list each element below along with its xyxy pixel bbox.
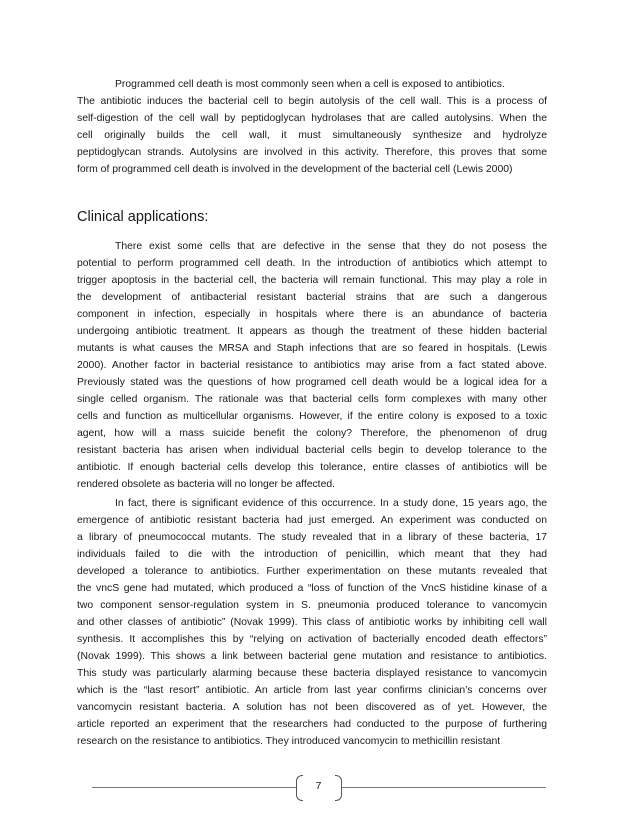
text-line: and other classes of antibiotic” (Novak 1999). This class of antibiotic works by inhibiting cell wall bbox=[77, 617, 547, 628]
text-line: There exist some cells that are defective in the sense that they do not posess the bbox=[115, 241, 547, 252]
text-line: individuals failed to die with the introduction of penicillin, which meant that they had bbox=[77, 549, 547, 560]
text-line: This study was particularly alarming because these bacteria displayed resistance to vancomycin bbox=[77, 668, 547, 679]
text-line: trigger apoptosis in the bacterial cell, the bacteria will remain functional. This may play a role in bbox=[77, 275, 547, 286]
paragraph-evidence bbox=[77, 495, 547, 750]
paragraph-programmed-cell-death bbox=[77, 76, 547, 178]
text-line: research on the resistance to antibiotics. They introduced vancomycin to methicillin resistant bbox=[77, 736, 501, 747]
text-line: a library of pneumococcal mutants. The study revealed that in a library of these bacteria, 17 bbox=[77, 532, 547, 543]
text-line: resistant bacteria has arisen when individual bacterial cells begin to develop tolerance to the bbox=[77, 445, 547, 456]
text-line: (Novak 1999). This shows a link between bacterial gene mutation and resistance to antibiotics. bbox=[77, 651, 547, 662]
text-line: article reported an experiment that the researchers had conducted to the purpose of furthering bbox=[77, 719, 547, 730]
text-line: antibiotic. If enough bacterial cells develop this tolerance, entire classes of antibiotics will be bbox=[77, 462, 547, 473]
text-line: agent, how will a mass suicide benefit the colony? Therefore, the phenomenon of drug bbox=[77, 428, 547, 439]
text-line: component in infection, especially in hospitals where there is an abundance of bacteria bbox=[77, 309, 547, 320]
text-line: single celled organism. The rationale was that bacterial cells form complexes with many other bbox=[77, 394, 547, 405]
footer-rule-right bbox=[342, 787, 546, 788]
text-line: undergoing antibiotic treatment. It appears as though the treatment of these hidden bacterial bbox=[77, 326, 547, 337]
text-line: form of programmed cell death is involved in the development of the bacterial cell (Lewis 2000) bbox=[77, 164, 513, 175]
text-line: cells and function as multicellular organisms. However, if the entire colony is exposed to a toxic bbox=[77, 411, 547, 422]
page-number-bracket-right bbox=[335, 775, 342, 801]
text-line: Programmed cell death is most commonly seen when a cell is exposed to antibiotics. bbox=[115, 79, 505, 90]
text-line: The antibiotic induces the bacterial cell to begin autolysis of the cell wall. This is a process of bbox=[77, 96, 547, 107]
text-line: vancomycin resistant bacteria. A solution has not been discovered as of yet. However, the bbox=[77, 702, 547, 713]
text-line: peptidoglycan strands. Autolysins are involved in this activity. Therefore, this proves that some bbox=[77, 147, 547, 158]
text-line: rendered obsolete as bacteria will no longer be affected. bbox=[77, 479, 336, 490]
text-line: mutants is what causes the MRSA and Staph infections that are so feared in hospitals. (Lewis bbox=[77, 343, 547, 354]
text-line: emergence of antibiotic resistant bacteria had just emerged. An experiment was conducted on bbox=[77, 515, 547, 526]
text-line: cell originally builds the cell wall, it must simultaneously synthesize and hydrolyze bbox=[77, 130, 547, 141]
text-line: Previously stated was the questions of how programed cell death would be a logical idea for a bbox=[77, 377, 547, 388]
text-line: two component sensor-regulation system in S. pneumonia produced tolerance to vancomycin bbox=[77, 600, 547, 611]
text-line: developed a tolerance to antibiotics. Further experimentation on these mutants revealed that bbox=[77, 566, 547, 577]
text-line: the development of antibacterial resistant bacterial strains that are such a dangerous bbox=[77, 292, 547, 303]
text-line: 2000). Another factor in bacterial resistance to antibiotics may arise from a fact stated above. bbox=[77, 360, 547, 371]
text-line: self-digestion of the cell wall by peptidoglycan hydrolases that are called autolysins. When the bbox=[77, 113, 547, 124]
text-line: In fact, there is significant evidence of this occurrence. In a study done, 15 years ago, the bbox=[115, 498, 547, 509]
footer-rule-left bbox=[92, 787, 296, 788]
paragraph-defective-cells bbox=[77, 238, 547, 493]
text-line: potential to perform programmed cell death. In the introduction of antibiotics which attempt to bbox=[77, 258, 547, 269]
page-number: 7 bbox=[315, 781, 322, 792]
text-line: synthesis. It accomplishes this by “relying on activation of bacterially encoded death effectors” bbox=[77, 634, 547, 645]
text-line: which is the “last resort” antibiotic. An article from last year confirms clinician’s concerns over bbox=[77, 685, 547, 696]
text-line: the vncS gene had mutated, which produced a “loss of function of the VncS histidine kinase of a bbox=[77, 583, 547, 594]
section-heading: Clinical applications: bbox=[77, 209, 209, 225]
